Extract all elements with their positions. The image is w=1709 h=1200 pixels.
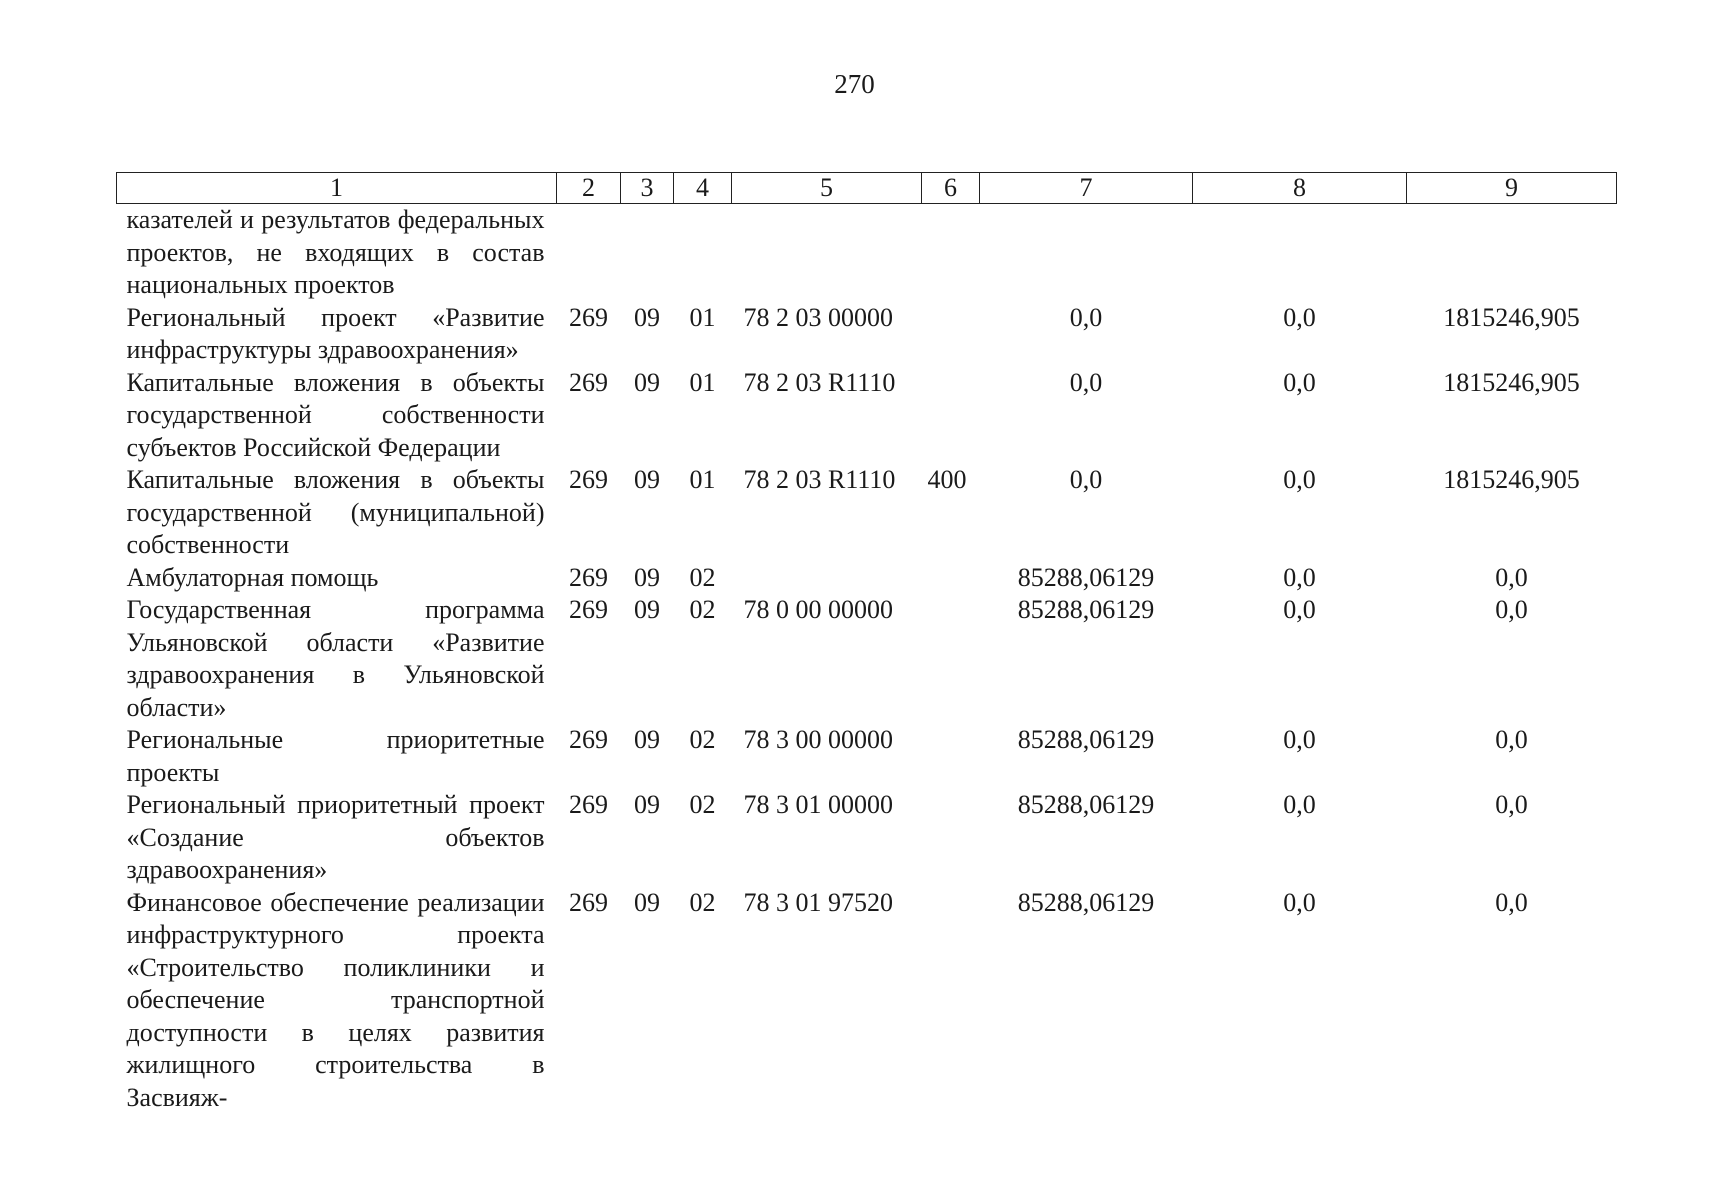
row-grbs-code: 269 [569,725,608,754]
row-grbs-code: 269 [569,887,608,917]
row-target-item-code: 78 3 01 00000 [743,790,893,819]
row-value-7: 0,0 [1069,465,1103,494]
table-row [117,887,1617,1115]
row-expense-type-code [922,204,980,302]
row-grbs-code: 269 [569,595,608,624]
table-row [117,724,1617,789]
row-target-item-code: 78 3 00 00000 [743,725,893,754]
budget-table [116,172,1617,1114]
page-number: 270 [834,69,875,99]
table-row [117,367,1617,465]
row-grbs-code: 269 [569,790,608,819]
row-value-7: 85288,06129 [1017,887,1155,917]
row-expense-type-code [922,887,980,1115]
row-value-7: 85288,06129 [1017,790,1155,819]
column-header-8: 8 [1193,173,1407,204]
row-value-7 [980,204,1193,302]
row-name: Финансовое обеспечение реализации инфраструктурного проекта «Строительство поликлиники и обеспечение транспортной доступности в целях развития жилищного строительства в Засвияж- [126,887,545,1112]
row-section-code: 09 [634,465,660,494]
row-name: Региональные приоритетные проекты [126,725,545,787]
row-value-8: 0,0 [1283,302,1316,332]
row-subsection-code: 02 [689,887,716,917]
row-subsection-code: 02 [689,595,716,624]
row-name: Капитальные вложения в объекты государственной собственности субъектов Российской Федерации [126,367,545,462]
row-grbs-code [557,204,621,302]
row-expense-type-code [922,789,980,887]
row-target-item-code: 78 0 00 00000 [743,595,893,624]
table-row [117,594,1617,724]
row-value-9: 0,0 [1495,562,1528,592]
row-section-code: 09 [634,302,660,332]
row-name: Региональный проект «Развитие инфраструктуры здравоохранения» [126,302,545,364]
table-header [117,173,1617,204]
row-section-code: 09 [634,367,660,397]
row-value-8: 0,0 [1283,595,1316,624]
row-value-7: 0,0 [1069,367,1103,397]
row-value-9 [1407,204,1617,302]
row-value-9: 0,0 [1495,595,1528,624]
row-expense-type-code: 400 [927,465,967,494]
row-expense-type-code [922,302,980,367]
column-header-5: 5 [732,173,922,204]
row-value-9: 1815246,905 [1443,367,1580,397]
row-value-7: 0,0 [1069,302,1103,332]
row-name: казателей и результатов федеральных проектов, не входящих в состав национальных проектов [126,205,545,299]
column-header-9: 9 [1407,173,1617,204]
table-row [117,464,1617,562]
row-section-code: 09 [634,562,660,592]
column-header-7: 7 [980,173,1193,204]
row-section-code [621,204,674,302]
row-name: Государственная программа Ульяновской области «Развитие здравоохранения в Ульяновской области» [126,595,545,722]
row-section-code: 09 [634,887,660,917]
row-value-9: 0,0 [1495,725,1528,754]
row-expense-type-code [922,724,980,789]
row-value-8 [1193,204,1407,302]
column-header-6: 6 [922,173,980,204]
row-value-8: 0,0 [1283,887,1316,917]
column-header-1: 1 [117,173,557,204]
table-row [117,302,1617,367]
row-name: Капитальные вложения в объекты государственной (муниципальной) собственности [126,465,545,559]
table-row [117,789,1617,887]
row-expense-type-code [922,594,980,724]
row-target-item-code: 78 2 03 00000 [743,302,893,332]
row-value-7: 85288,06129 [1017,562,1155,592]
row-grbs-code: 269 [569,302,608,332]
row-subsection-code: 02 [689,725,716,754]
row-name: Амбулаторная помощь [126,562,379,592]
row-target-item-code: 78 2 03 R1110 [743,367,896,397]
row-target-item-code: 78 3 01 97520 [743,887,893,917]
column-header-4: 4 [674,173,732,204]
row-target-item-code [732,562,922,595]
row-value-9: 1815246,905 [1443,302,1580,332]
table-row [117,562,1617,595]
row-section-code: 09 [634,790,660,819]
row-target-item-code [732,204,922,302]
row-expense-type-code [922,367,980,465]
row-section-code: 09 [634,725,660,754]
row-subsection-code: 02 [689,562,716,592]
row-value-9: 0,0 [1495,887,1528,917]
row-grbs-code: 269 [569,367,608,397]
row-subsection-code: 01 [689,465,716,494]
table-row [117,204,1617,302]
row-value-8: 0,0 [1283,790,1316,819]
row-name: Региональный приоритетный проект «Создание объектов здравоохранения» [126,790,545,884]
row-value-8: 0,0 [1283,562,1316,592]
row-subsection-code: 02 [689,790,716,819]
column-header-3: 3 [621,173,674,204]
row-subsection-code [674,204,732,302]
column-header-2: 2 [557,173,621,204]
row-value-8: 0,0 [1283,367,1316,397]
row-value-7: 85288,06129 [1017,595,1155,624]
row-value-8: 0,0 [1283,465,1316,494]
row-section-code: 09 [634,595,660,624]
row-subsection-code: 01 [689,367,716,397]
row-value-8: 0,0 [1283,725,1316,754]
row-value-7: 85288,06129 [1017,725,1155,754]
row-value-9: 1815246,905 [1443,465,1580,494]
row-grbs-code: 269 [569,465,608,494]
row-grbs-code: 269 [569,562,608,592]
row-expense-type-code [922,562,980,595]
table-body [117,204,1617,1115]
row-subsection-code: 01 [689,302,716,332]
row-value-9: 0,0 [1495,790,1528,819]
row-target-item-code: 78 2 03 R1110 [743,465,896,494]
